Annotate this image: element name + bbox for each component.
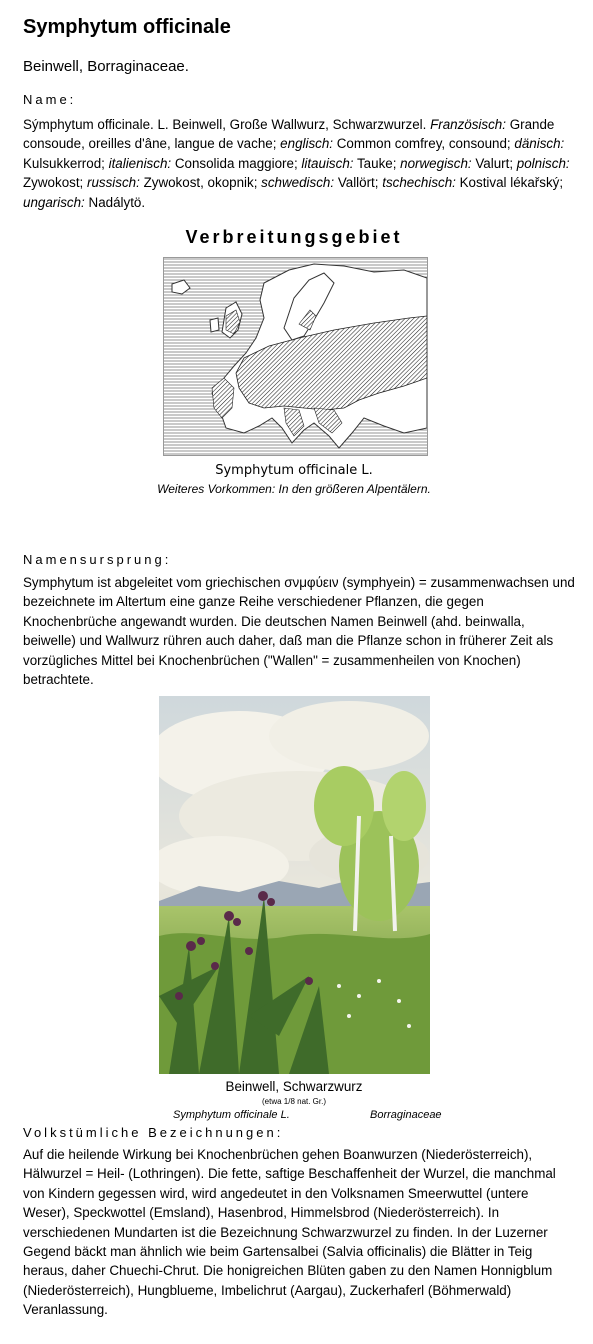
page-title: Symphytum officinale — [23, 16, 231, 38]
name-text: Sýmphytum officinale. L. Beinwell, Große Wallwurz, Schwarzwurzel. — [23, 117, 431, 132]
distribution-note: Weiteres Vorkommen: In den größeren Alpentälern. — [157, 482, 431, 496]
language-label: dänisch: — [514, 136, 565, 152]
language-label: polnisch: — [516, 155, 570, 171]
illustration-family: Borraginaceae — [370, 1109, 442, 1121]
name-text: Zywokost, okopnik; — [139, 175, 262, 191]
name-text: Valurt; — [471, 155, 517, 171]
name-section-label: Name: — [23, 92, 77, 107]
comfrey-painting-image — [159, 696, 430, 1074]
distribution-map — [163, 257, 428, 456]
europe-map-image — [164, 258, 427, 455]
language-label: ungarisch: — [23, 194, 85, 210]
language-label: Französisch: — [430, 117, 506, 132]
origin-section-label: Namensursprung: — [23, 552, 172, 567]
folk-section-label: Volkstümliche Bezeichnungen: — [23, 1125, 284, 1140]
name-text: Common comfrey, consound; — [333, 136, 515, 152]
language-label: litauisch: — [301, 155, 354, 171]
name-text: Kulsukkerrod; — [23, 155, 109, 171]
illustration-scale: (etwa 1/8 nat. Gr.) — [261, 1097, 327, 1106]
plant-illustration — [159, 696, 430, 1074]
name-text: Tauke; — [353, 155, 401, 171]
name-section-text — [23, 115, 575, 212]
name-text: Vallört; — [334, 175, 383, 191]
illustration-caption: Beinwell, Schwarzwurz — [225, 1079, 363, 1094]
language-label: schwedisch: — [261, 175, 335, 191]
name-text: Nadálytö. — [84, 194, 146, 210]
language-label: norwegisch: — [400, 155, 472, 171]
language-label: englisch: — [280, 136, 334, 152]
name-text: Consolida maggiore; — [171, 155, 302, 171]
language-label: tschechisch: — [382, 175, 456, 191]
origin-section-text: Symphytum ist abgeleitet vom griechischen σνμφύειν (symphyein) = zusammenwachsen und bezeichnete im Altertum eine ganze Reihe verschiedener Pflanzen, die gegen Knochenbrüche angewandt wurden. Die deutschen Namen Beinwell (ahd. beinwalla, beiwelle) und Wallwurz rühren auch daher, daß man die Pflanze schon in früherer Zeit als vorzügliches Mittel bei Knochenbrüchen ("Wallen" = zusammenheilen von Knochen) betrachtete. — [23, 575, 575, 688]
distribution-caption: Symphytum officinale L. — [215, 463, 373, 478]
page-subtitle: Beinwell, Borraginaceae. — [23, 58, 189, 75]
distribution-heading: Verbreitungsgebiet — [185, 227, 403, 247]
folk-section-text: Auf die heilende Wirkung bei Knochenbrüchen gehen Boanwurzen (Niederösterreich), Hälwurzel = Heil- (Lothringen). Die fette, saftige Beschaffenheit der Wurzel, die manchmal von Kindern gegessen wird, wird angedeutet in den Volksnamen Smeerwuttel (untere Weser), Speckwottel (Emsland), Hasenbrod, Himmelsbrod (Niederösterreich). In verschiedenen Mundarten ist die Bezeichnung Schwarzwurzel zu finden. In der Luzerner Gegend bäckt man ähnlich wie beim Gartensalbei (Salvia officinalis) die Blätter in Teig heraus, daher Chuechi-Chrut. Die honigreichen Blüten gaben zu den Namen Honnigblum (Niederösterreich), Hungblueme, Imbelichrut (Aargau), Zuckerhaferl (Böhmerwald) Veranlassung. — [23, 1147, 556, 1318]
language-label: italienisch: — [108, 155, 172, 171]
illustration-latin-name: Symphytum officinale L. — [173, 1109, 290, 1121]
name-text: Grande consoude, oreilles d'âne, langue de vache; — [23, 117, 555, 152]
language-label: russisch: — [87, 175, 140, 191]
name-text: Kostival lékařský; — [455, 175, 564, 191]
name-text: Zywokost; — [23, 175, 87, 191]
